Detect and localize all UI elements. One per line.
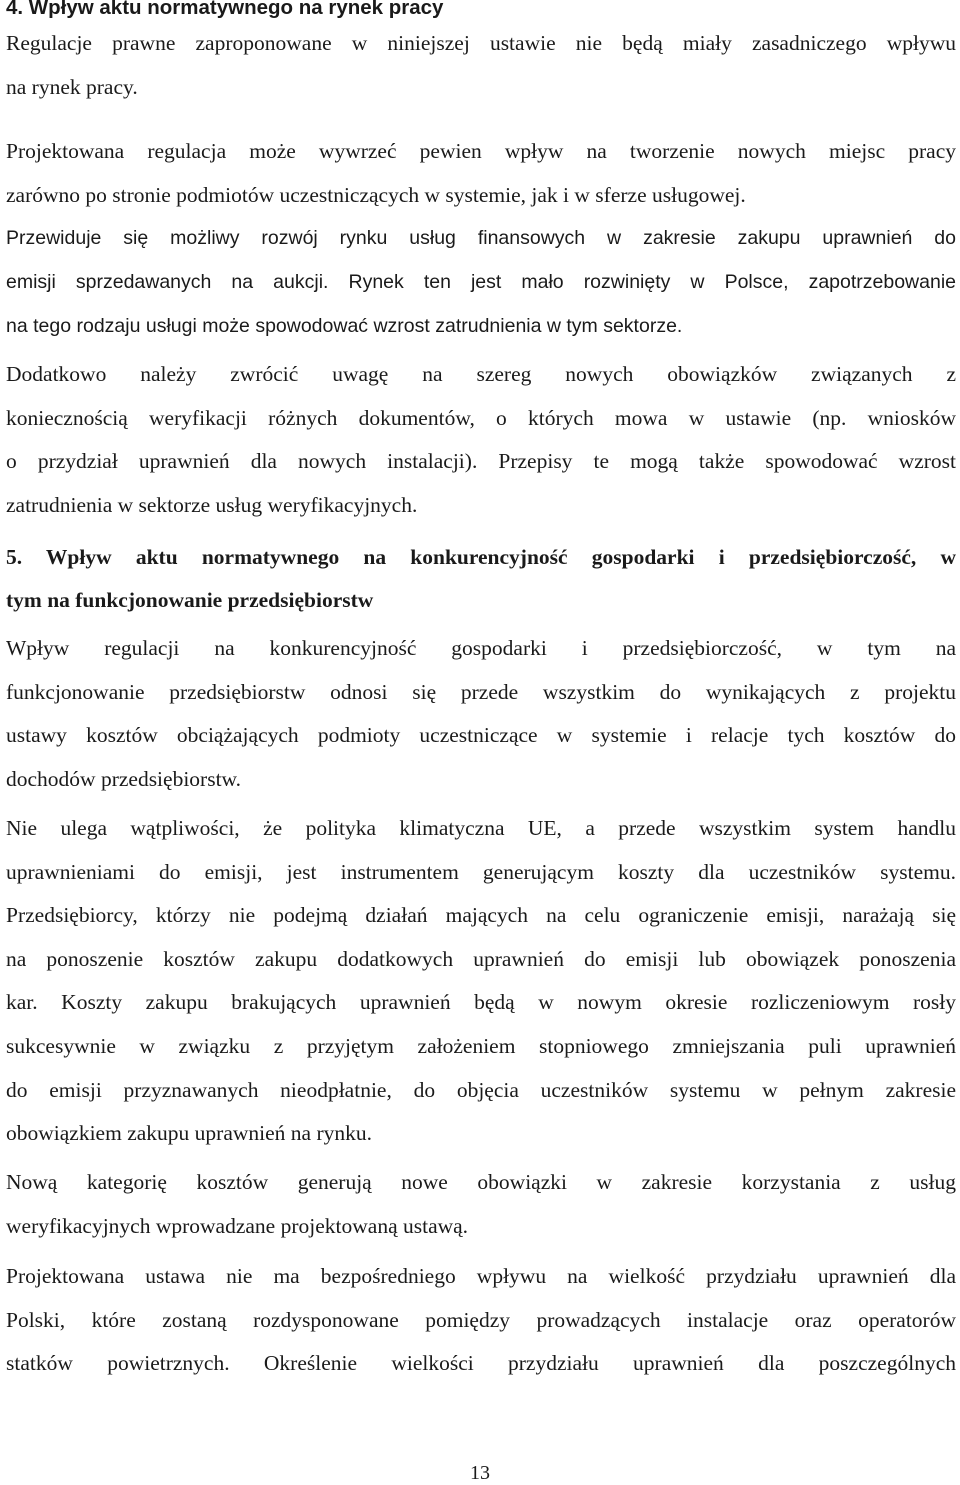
text-line: koniecznością weryfikacji różnych dokumentów, o których mowa w ustawie (np. wniosków xyxy=(6,405,956,430)
section-5-paragraph-3 xyxy=(6,1161,956,1248)
text-line: dochodów przedsiębiorstw. xyxy=(6,766,242,791)
text-line: zatrudnienia w sektorze usług weryfikacyjnych. xyxy=(6,492,418,517)
text-line: funkcjonowanie przedsiębiorstw odnosi się przede wszystkim do wynikających z projektu xyxy=(6,679,956,704)
text-line: Regulacje prawne zaproponowane w niniejszej ustawie nie będą miały zasadniczego wpływu xyxy=(6,31,956,55)
heading-line: tym na funkcjonowanie przedsiębiorstw xyxy=(6,588,374,612)
text-line: Dodatkowo należy zwrócić uwagę na szereg nowych obowiązków związanych z xyxy=(6,362,956,386)
text-line: o przydział uprawnień dla nowych instalacji). Przepisy te mogą także spowodować wzrost xyxy=(6,449,956,474)
section-5-paragraph-1 xyxy=(6,627,956,801)
section-5-paragraph-4 xyxy=(6,1255,956,1386)
section-5-paragraph-2 xyxy=(6,807,956,1156)
text-line: ustawy kosztów obciążających podmioty uczestniczące w systemie i relacje tych kosztów do xyxy=(6,723,956,748)
text-line: Przedsiębiorcy, którzy nie podejmą działań mających na celu ograniczenie emisji, narażają się xyxy=(6,903,956,928)
text-line: weryfikacyjnych wprowadzane projektowaną ustawą. xyxy=(6,1213,469,1238)
section-4-paragraph-1 xyxy=(6,22,956,109)
text-line: obowiązkiem zakupu uprawnień na rynku. xyxy=(6,1121,372,1146)
text-line: na ponoszenie kosztów zakupu dodatkowych uprawnień do emisji lub obowiązek ponoszenia xyxy=(6,946,956,971)
text-line: zarówno po stronie podmiotów uczestniczących w systemie, jak i w sferze usługowej. xyxy=(6,182,746,207)
text-line: uprawnieniami do emisji, jest instrumentem generującym koszty dla uczestników systemu. xyxy=(6,859,956,884)
section-5-heading xyxy=(6,536,956,622)
section-4-paragraph-3 xyxy=(6,216,956,348)
text-line: Przewiduje się możliwy rozwój rynku usług finansowych w zakresie zakupu uprawnień do xyxy=(6,227,956,249)
text-line: na tego rodzaju usługi może spowodować wzrost zatrudnienia w tym sektorze. xyxy=(6,315,683,337)
section-4-paragraph-2 xyxy=(6,130,956,217)
text-line: statków powietrznych. Określenie wielkości przydziału uprawnień dla poszczególnych xyxy=(6,1351,956,1376)
text-line: Wpływ regulacji na konkurencyjność gospodarki i przedsiębiorczość, w tym na xyxy=(6,636,956,660)
text-line: kar. Koszty zakupu brakujących uprawnień będą w nowym okresie rozliczeniowym rosły xyxy=(6,990,956,1015)
section-4-paragraph-4 xyxy=(6,353,956,527)
page-number: 13 xyxy=(470,1462,490,1484)
text-line: emisji sprzedawanych na aukcji. Rynek ten jest mało rozwinięty w Polsce, zapotrzebowanie xyxy=(6,271,956,293)
text-line: Nie ulega wątpliwości, że polityka klimatyczna UE, a przede wszystkim system handlu xyxy=(6,816,956,840)
section-4-heading: 4. Wpływ aktu normatywnego na rynek pracy xyxy=(6,0,444,19)
text-line: sukcesywnie w związku z przyjętym założeniem stopniowego zmniejszania puli uprawnień xyxy=(6,1033,956,1058)
text-line: na rynek pracy. xyxy=(6,74,138,99)
text-line: Nową kategorię kosztów generują nowe obowiązki w zakresie korzystania z usług xyxy=(6,1170,956,1194)
text-line: Projektowana ustawa nie ma bezpośredniego wpływu na wielkość przydziału uprawnień dla xyxy=(6,1264,956,1288)
text-line: Polski, które zostaną rozdysponowane pomiędzy prowadzących instalacje oraz operatorów xyxy=(6,1307,956,1332)
heading-line: 5. Wpływ aktu normatywnego na konkurencyjność gospodarki i przedsiębiorczość, w xyxy=(6,545,956,569)
text-line: Projektowana regulacja może wywrzeć pewien wpływ na tworzenie nowych miejsc pracy xyxy=(6,139,956,163)
text-line: do emisji przyznawanych nieodpłatnie, do objęcia uczestników systemu w pełnym zakresie xyxy=(6,1077,956,1102)
